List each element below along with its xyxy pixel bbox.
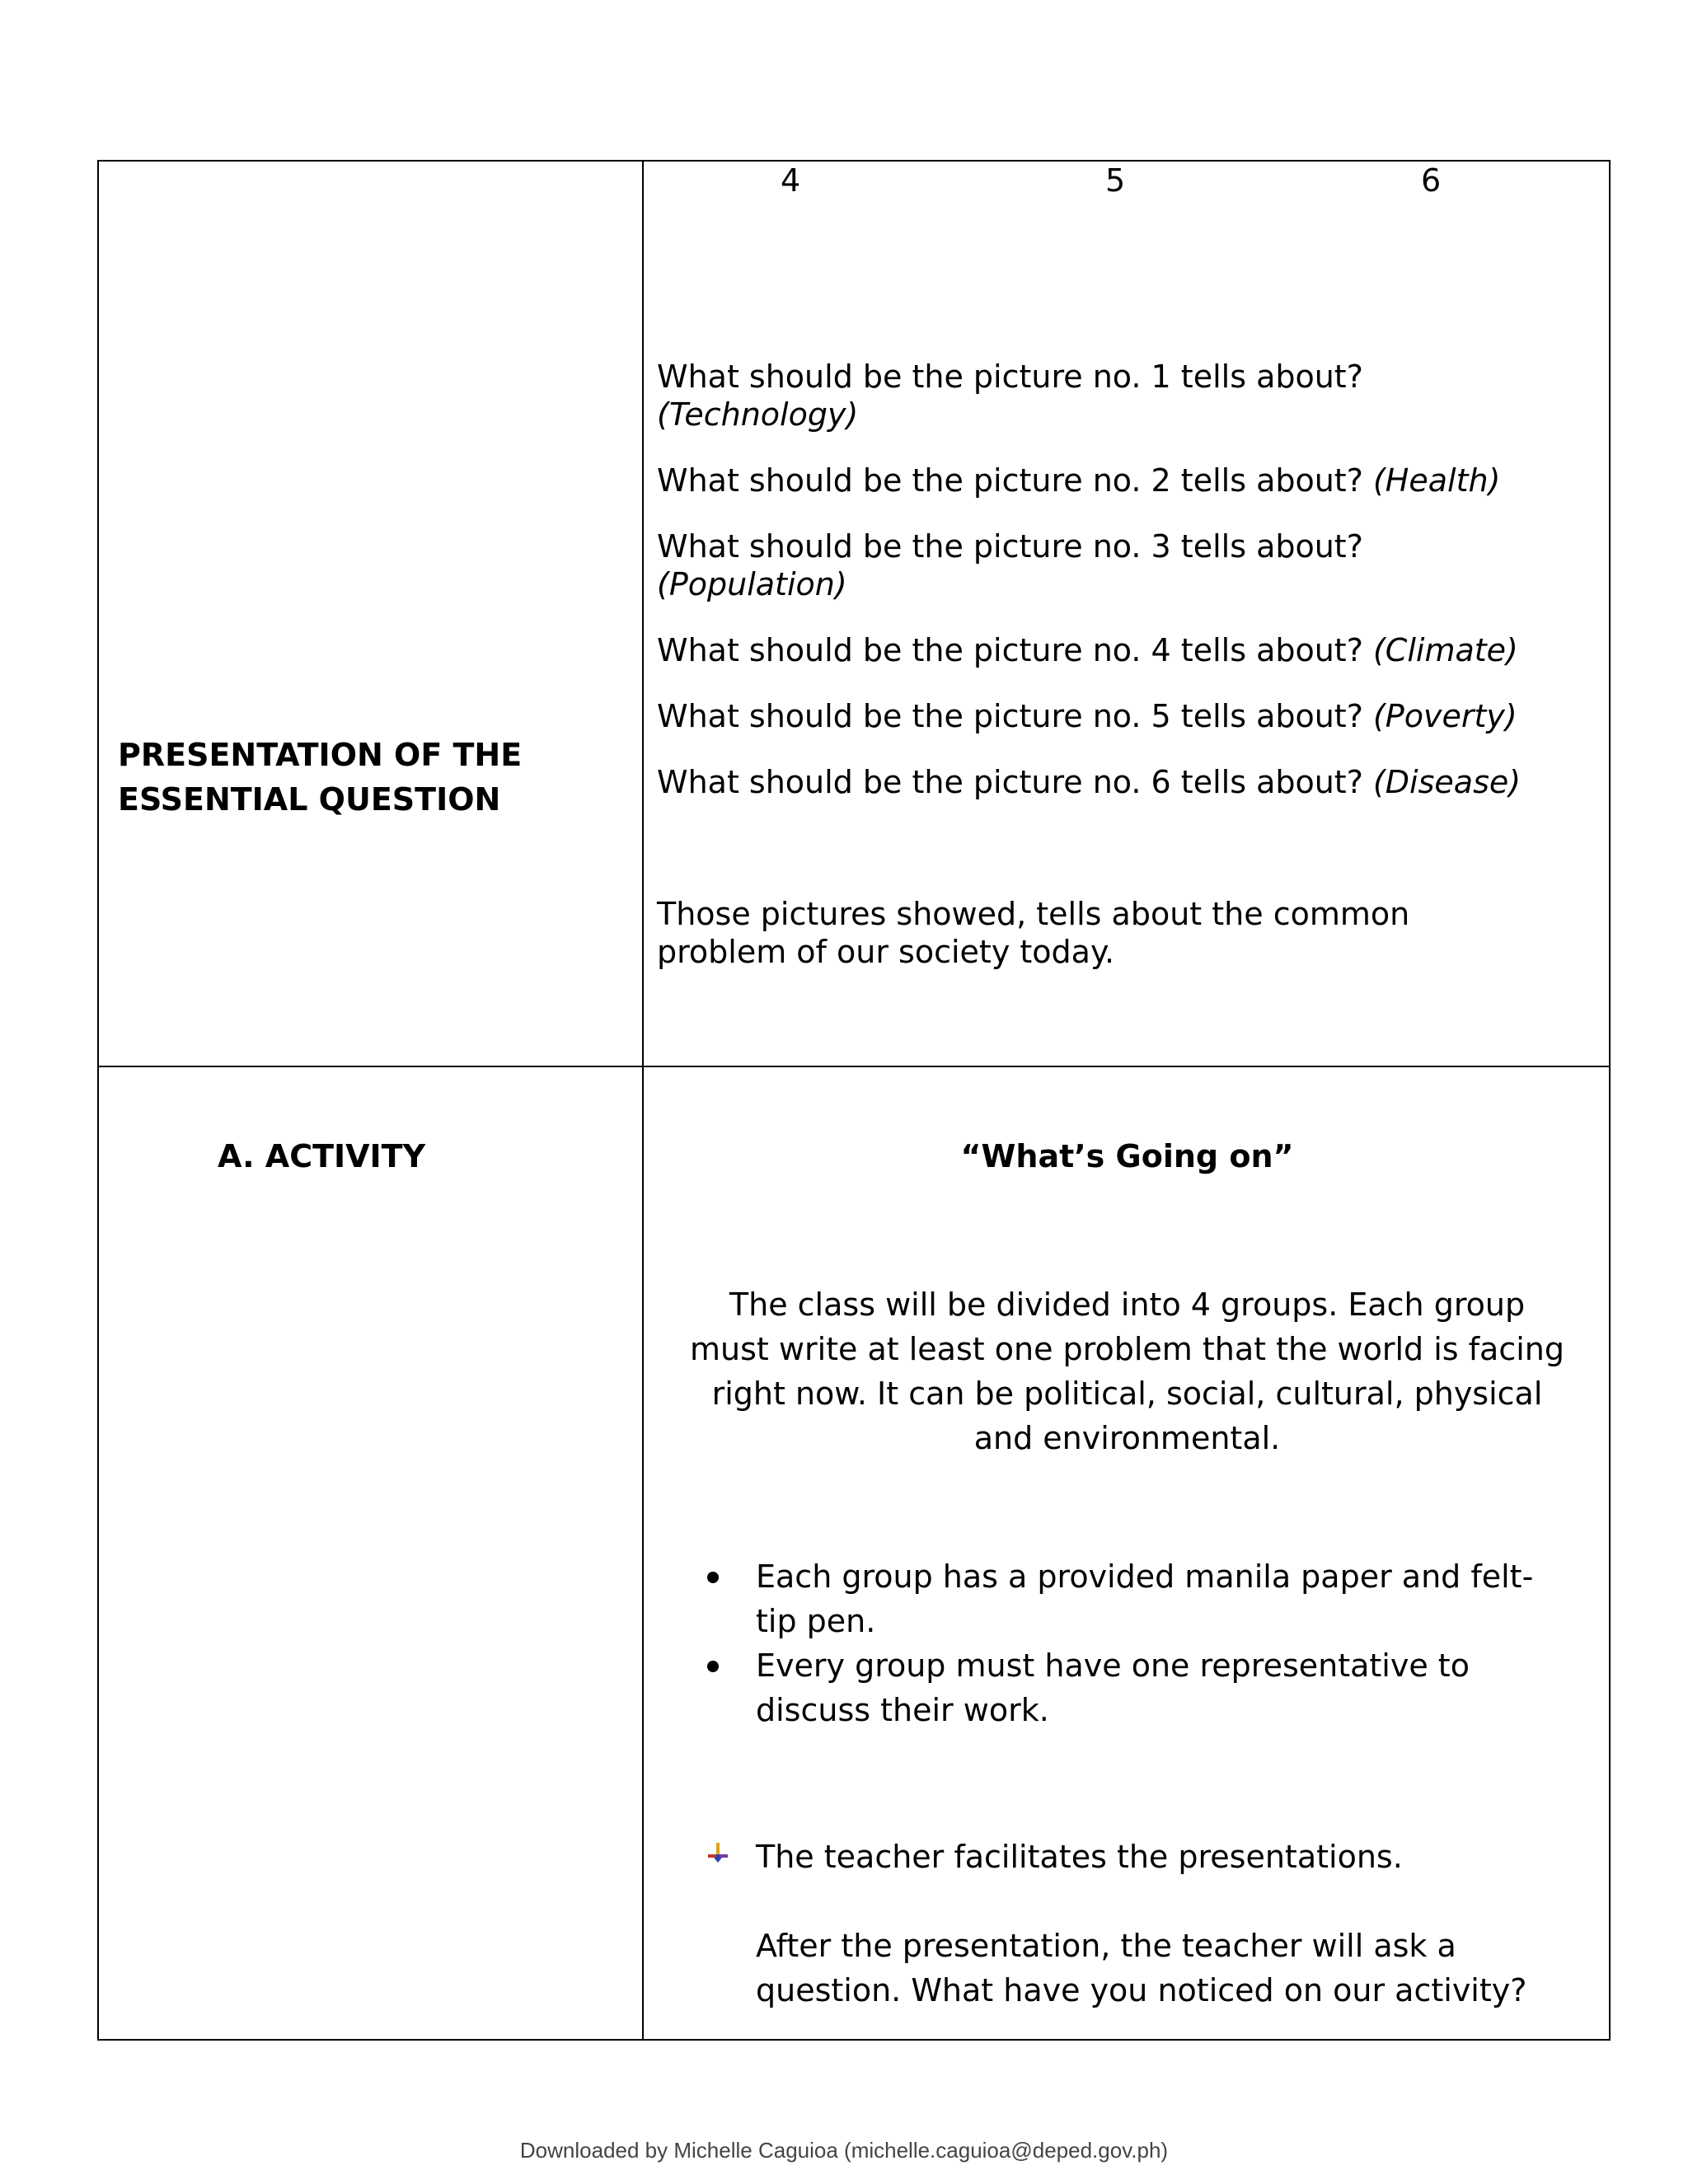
question-3 (657, 527, 1363, 603)
presentation-label (118, 733, 522, 822)
after-presentation-line2: question. What have you noticed on our activity? (756, 1972, 1527, 2008)
question-5-text: What should be the picture no. 5 tells about? (657, 698, 1363, 734)
presentation-summary-line2: problem of our society today. (657, 934, 1115, 970)
question-3-answer: (Population) (657, 566, 847, 602)
picture-number-4: 4 (781, 162, 801, 199)
question-4 (657, 631, 1518, 669)
question-4-text: What should be the picture no. 4 tells about? (657, 632, 1363, 668)
bullet-item-1 (756, 1554, 1533, 1643)
arrow-bullet-icon (706, 1841, 729, 1864)
activity-label: A. ACTIVITY (218, 1138, 426, 1174)
picture-number-5: 5 (1105, 162, 1126, 199)
question-2 (657, 462, 1500, 499)
question-1 (657, 358, 1363, 434)
question-3-text: What should be the picture no. 3 tells about? (657, 528, 1363, 565)
after-presentation-line1: After the presentation, the teacher will ask a (756, 1928, 1456, 1964)
question-5 (657, 697, 1517, 735)
question-1-answer: (Technology) (657, 396, 859, 433)
presentation-label-line1: PRESENTATION OF THE (118, 737, 523, 773)
question-6-text: What should be the picture no. 6 tells about? (657, 764, 1363, 800)
bullet-item-2-line1: Every group must have one representative to (756, 1647, 1470, 1684)
activity-title: “What’s Going on” (960, 1138, 1294, 1174)
presentation-summary-line1: Those pictures showed, tells about the common (657, 896, 1410, 932)
bullet-item-1-line2: tip pen. (756, 1603, 876, 1639)
bullet-item-1-line1: Each group has a provided manila paper and felt- (756, 1558, 1534, 1595)
teacher-note: The teacher facilitates the presentations. (756, 1839, 1403, 1875)
presentation-summary (657, 895, 1409, 971)
question-6-answer: (Disease) (1372, 764, 1522, 800)
bullet-dot-icon (707, 1572, 719, 1583)
lesson-table (97, 160, 1611, 2041)
activity-instructions (644, 1282, 1611, 1460)
instruction-line-4: and environmental. (973, 1420, 1281, 1456)
question-4-answer: (Climate) (1372, 632, 1518, 668)
instruction-line-2: must write at least one problem that the world is facing (689, 1331, 1564, 1367)
question-6 (657, 763, 1521, 801)
question-2-text: What should be the picture no. 2 tells about? (657, 462, 1363, 499)
bullet-item-2 (756, 1643, 1470, 1732)
bullet-item-2-line2: discuss their work. (756, 1692, 1049, 1728)
question-5-answer: (Poverty) (1372, 698, 1517, 734)
bullet-dot-icon (707, 1661, 719, 1672)
instruction-line-3: right now. It can be political, social, cultural, physical (711, 1376, 1543, 1412)
row-divider (97, 1066, 1611, 1067)
picture-number-6: 6 (1421, 162, 1442, 199)
column-divider (642, 160, 644, 2041)
download-footer: Downloaded by Michelle Caguioa (michelle.caguioa@deped.gov.ph) (519, 2138, 1169, 2163)
question-2-answer: (Health) (1372, 462, 1501, 499)
after-presentation-text (756, 1924, 1526, 2013)
presentation-label-line2: ESSENTIAL QUESTION (118, 781, 501, 818)
question-1-text: What should be the picture no. 1 tells about? (657, 359, 1363, 395)
instruction-line-1: The class will be divided into 4 groups. Each group (729, 1286, 1526, 1323)
